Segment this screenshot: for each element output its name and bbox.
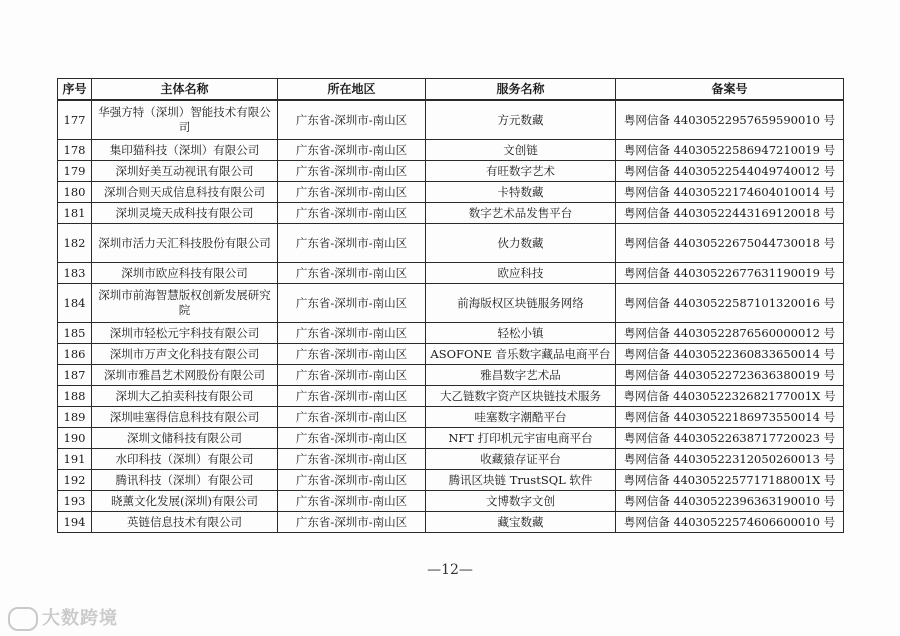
record-number-cell: 粤网信备 44030522544049740012 号 bbox=[616, 161, 844, 182]
row-number-cell: 177 bbox=[58, 100, 92, 140]
table-row bbox=[58, 491, 844, 512]
region-cell: 广东省-深圳市-南山区 bbox=[278, 386, 426, 407]
entity-name-cell: 腾讯科技（深圳）有限公司 bbox=[92, 470, 278, 491]
service-name-cell: 前海版权区块链服务网络 bbox=[426, 284, 616, 323]
region-cell: 广东省-深圳市-南山区 bbox=[278, 284, 426, 323]
service-name-cell: 文创链 bbox=[426, 140, 616, 161]
row-number-cell: 191 bbox=[58, 449, 92, 470]
entity-name-cell: 深圳市活力天汇科技股份有限公司 bbox=[92, 224, 278, 263]
table-header-row bbox=[58, 79, 844, 101]
service-name-cell: 欧应科技 bbox=[426, 263, 616, 284]
entity-name-cell: 深圳市万声文化科技有限公司 bbox=[92, 344, 278, 365]
row-number-cell: 182 bbox=[58, 224, 92, 263]
header-service: 服务名称 bbox=[426, 79, 616, 101]
entity-name-cell: 华强方特（深圳）智能技术有限公司 bbox=[92, 100, 278, 140]
table-row bbox=[58, 140, 844, 161]
entity-name-cell: 深圳哇塞得信息科技有限公司 bbox=[92, 407, 278, 428]
record-number-cell: 粤网信备 4403052232682177001X 号 bbox=[616, 386, 844, 407]
service-name-cell: ASOFONE 音乐数字藏品电商平台 bbox=[426, 344, 616, 365]
entity-name-cell: 深圳市前海智慧版权创新发展研究院 bbox=[92, 284, 278, 323]
watermark-text: 大数跨境 bbox=[42, 608, 118, 629]
row-number-cell: 192 bbox=[58, 470, 92, 491]
table-row bbox=[58, 100, 844, 140]
region-cell: 广东省-深圳市-南山区 bbox=[278, 140, 426, 161]
watermark-logo-icon bbox=[8, 607, 38, 631]
table-row bbox=[58, 470, 844, 491]
row-number-cell: 193 bbox=[58, 491, 92, 512]
entity-name-cell: 深圳市轻松元宇科技有限公司 bbox=[92, 323, 278, 344]
entity-name-cell: 晓薰文化发展(深圳)有限公司 bbox=[92, 491, 278, 512]
row-number-cell: 179 bbox=[58, 161, 92, 182]
record-number-cell: 粤网信备 4403052257717188001X 号 bbox=[616, 470, 844, 491]
region-cell: 广东省-深圳市-南山区 bbox=[278, 365, 426, 386]
table-row bbox=[58, 284, 844, 323]
row-number-cell: 180 bbox=[58, 182, 92, 203]
entity-name-cell: 深圳大乙拍卖科技有限公司 bbox=[92, 386, 278, 407]
table-row bbox=[58, 449, 844, 470]
header-record: 备案号 bbox=[616, 79, 844, 101]
region-cell: 广东省-深圳市-南山区 bbox=[278, 512, 426, 533]
row-number-cell: 185 bbox=[58, 323, 92, 344]
record-number-cell: 粤网信备 44030522443169120018 号 bbox=[616, 203, 844, 224]
record-number-cell: 粤网信备 44030522638717720023 号 bbox=[616, 428, 844, 449]
record-number-cell: 粤网信备 44030522312050260013 号 bbox=[616, 449, 844, 470]
region-cell: 广东省-深圳市-南山区 bbox=[278, 323, 426, 344]
record-number-cell: 粤网信备 4403052295765959001​0 号 bbox=[616, 100, 844, 140]
row-number-cell: 189 bbox=[58, 407, 92, 428]
table-row bbox=[58, 428, 844, 449]
service-name-cell: 有旺数字艺术 bbox=[426, 161, 616, 182]
region-cell: 广东省-深圳市-南山区 bbox=[278, 407, 426, 428]
record-number-cell: 粤网信备 44030522396363190010 号 bbox=[616, 491, 844, 512]
entity-name-cell: 水印科技（深圳）有限公司 bbox=[92, 449, 278, 470]
service-name-cell: 伙力数藏 bbox=[426, 224, 616, 263]
table-row bbox=[58, 224, 844, 263]
region-cell: 广东省-深圳市-南山区 bbox=[278, 428, 426, 449]
service-name-cell: 卡特数藏 bbox=[426, 182, 616, 203]
row-number-cell: 178 bbox=[58, 140, 92, 161]
entity-name-cell: 深圳灵境天成科技有限公司 bbox=[92, 203, 278, 224]
region-cell: 广东省-深圳市-南山区 bbox=[278, 344, 426, 365]
region-cell: 广东省-深圳市-南山区 bbox=[278, 161, 426, 182]
table-row bbox=[58, 323, 844, 344]
record-number-cell: 粤网信备 44030522174604010014 号 bbox=[616, 182, 844, 203]
record-number-cell: 粤网信备 44030522186973550014 号 bbox=[616, 407, 844, 428]
row-number-cell: 187 bbox=[58, 365, 92, 386]
table-row bbox=[58, 512, 844, 533]
entity-name-cell: 英链信息技术有限公司 bbox=[92, 512, 278, 533]
row-number-cell: 194 bbox=[58, 512, 92, 533]
region-cell: 广东省-深圳市-南山区 bbox=[278, 182, 426, 203]
service-name-cell: 轻松小镇 bbox=[426, 323, 616, 344]
table-row bbox=[58, 407, 844, 428]
service-name-cell: 哇塞数字潮酷平台 bbox=[426, 407, 616, 428]
record-number-cell: 粤网信备 44030522675044730018 号 bbox=[616, 224, 844, 263]
region-cell: 广东省-深圳市-南山区 bbox=[278, 203, 426, 224]
header-no: 序号 bbox=[58, 79, 92, 101]
header-name: 主体名称 bbox=[92, 79, 278, 101]
region-cell: 广东省-深圳市-南山区 bbox=[278, 100, 426, 140]
service-name-cell: NFT 打印机元宇宙电商平台 bbox=[426, 428, 616, 449]
row-number-cell: 190 bbox=[58, 428, 92, 449]
record-number-cell: 粤网信备 44030522587101320016 号 bbox=[616, 284, 844, 323]
row-number-cell: 183 bbox=[58, 263, 92, 284]
table-row bbox=[58, 365, 844, 386]
table-row bbox=[58, 344, 844, 365]
region-cell: 广东省-深圳市-南山区 bbox=[278, 224, 426, 263]
entity-name-cell: 深圳好美互动视讯有限公司 bbox=[92, 161, 278, 182]
row-number-cell: 184 bbox=[58, 284, 92, 323]
record-number-cell: 粤网信备 44030522723636380019 号 bbox=[616, 365, 844, 386]
entity-name-cell: 深圳市欧应科技有限公司 bbox=[92, 263, 278, 284]
region-cell: 广东省-深圳市-南山区 bbox=[278, 491, 426, 512]
service-name-cell: 雅昌数字艺术品 bbox=[426, 365, 616, 386]
region-cell: 广东省-深圳市-南山区 bbox=[278, 449, 426, 470]
page-number: —12— bbox=[427, 562, 473, 578]
record-number-cell: 粤网信备 44030522360833650014 号 bbox=[616, 344, 844, 365]
region-cell: 广东省-深圳市-南山区 bbox=[278, 470, 426, 491]
table-row bbox=[58, 386, 844, 407]
service-name-cell: 腾讯区块链 TrustSQL 软件 bbox=[426, 470, 616, 491]
service-name-cell: 藏宝数藏 bbox=[426, 512, 616, 533]
service-name-cell: 数字艺术品发售平台 bbox=[426, 203, 616, 224]
row-number-cell: 186 bbox=[58, 344, 92, 365]
record-number-cell: 粤网信备 44030522677631190019 号 bbox=[616, 263, 844, 284]
entity-name-cell: 深圳合则天成信息科技有限公司 bbox=[92, 182, 278, 203]
service-name-cell: 方元数藏 bbox=[426, 100, 616, 140]
table-row bbox=[58, 161, 844, 182]
record-number-cell: 粤网信备 440305225869472100​19 号 bbox=[616, 140, 844, 161]
service-name-cell: 收藏猿存证平台 bbox=[426, 449, 616, 470]
entity-name-cell: 深圳市雅昌艺术网股份有限公司 bbox=[92, 365, 278, 386]
header-region: 所在地区 bbox=[278, 79, 426, 101]
service-name-cell: 大乙链数字资产区块链技术服务 bbox=[426, 386, 616, 407]
watermark bbox=[8, 604, 118, 631]
entity-name-cell: 深圳文储科技有限公司 bbox=[92, 428, 278, 449]
entity-name-cell: 集印猫科技（深圳）有限公司 bbox=[92, 140, 278, 161]
service-name-cell: 文博数字文创 bbox=[426, 491, 616, 512]
region-cell: 广东省-深圳市-南山区 bbox=[278, 263, 426, 284]
table-row bbox=[58, 263, 844, 284]
record-number-cell: 粤网信备 44030522574606600010 号 bbox=[616, 512, 844, 533]
record-number-cell: 粤网信备 44030522876560000012 号 bbox=[616, 323, 844, 344]
table-row bbox=[58, 182, 844, 203]
registration-table bbox=[57, 78, 844, 533]
table-body bbox=[58, 100, 844, 533]
row-number-cell: 181 bbox=[58, 203, 92, 224]
table-row bbox=[58, 203, 844, 224]
row-number-cell: 188 bbox=[58, 386, 92, 407]
